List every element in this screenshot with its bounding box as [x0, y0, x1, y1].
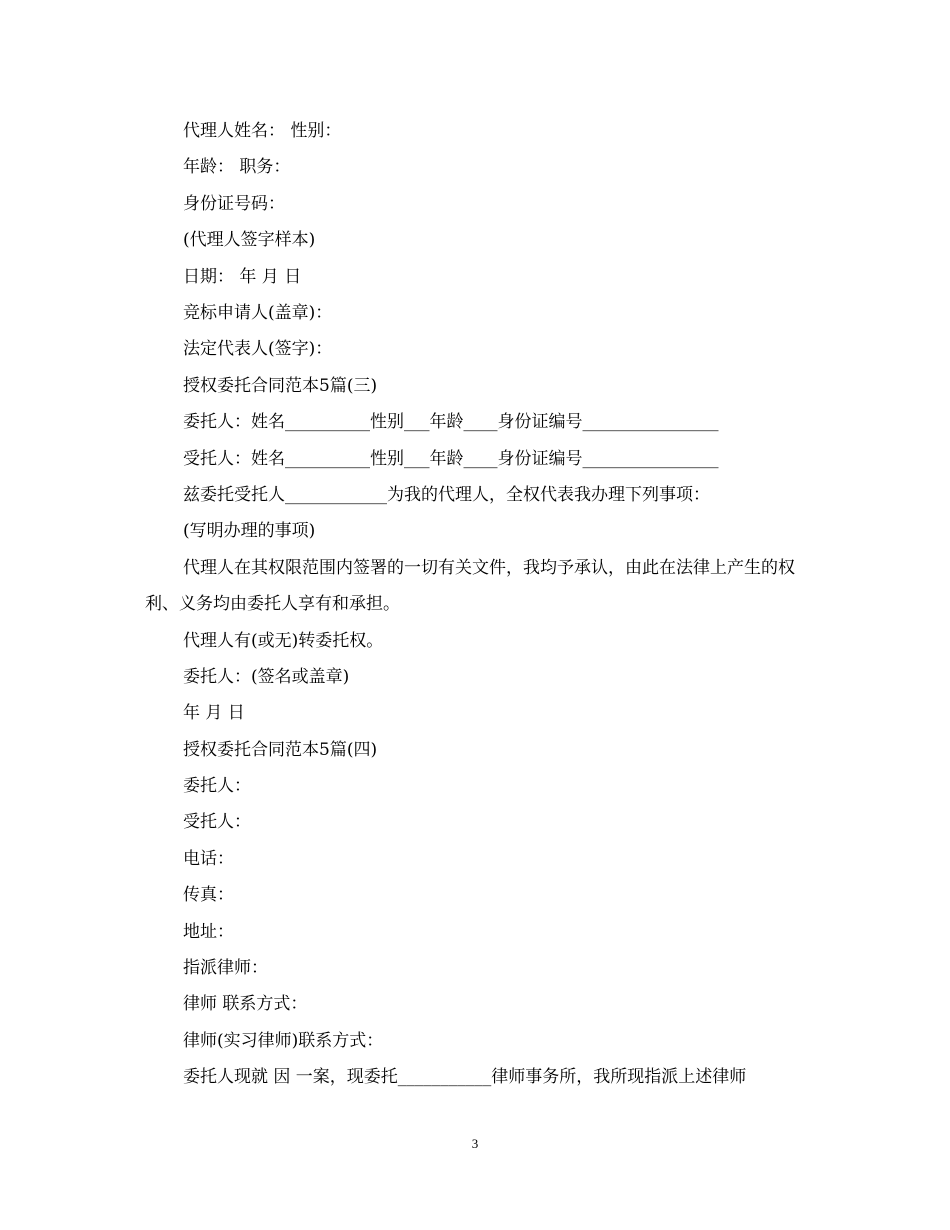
date-line-2: 年 月 日 — [183, 703, 245, 724]
page-number: 3 — [471, 1136, 479, 1151]
trustee-info-line: 受托人：姓名__________性别___年龄____身份证编号________________ — [183, 448, 719, 469]
appointment-line: 兹委托受托人____________为我的代理人，全权代表我办理下列事项： — [183, 484, 710, 505]
trustee-line: 受托人： — [183, 812, 251, 833]
fax-line: 传真： — [183, 885, 234, 906]
legal-representative-line: 法定代表人(签字)： — [183, 339, 333, 360]
assigned-lawyer-line: 指派律师： — [183, 958, 268, 979]
date-line: 日期： 年 月 日 — [183, 266, 302, 287]
matters-line: (写明办理的事项) — [183, 521, 316, 542]
principal-line: 委托人： — [183, 776, 251, 797]
authority-paragraph: 代理人在其权限范围内签署的一切有关文件，我均予承认，由此在法律上产生的权利、义务均由委托人享有和承担。 — [145, 557, 795, 615]
agent-name-gender-line: 代理人姓名： 性别： — [183, 121, 342, 141]
age-position-line: 年龄： 职务： — [183, 157, 291, 178]
signature-sample-line: (代理人签字样本) — [183, 230, 316, 251]
sub-delegation-line: 代理人有(或无)转委托权。 — [183, 630, 384, 651]
section-heading-three: 授权委托合同范本5篇(三) — [183, 375, 378, 396]
principal-info-line: 委托人：姓名__________性别___年龄____身份证编号________________ — [183, 412, 719, 433]
id-number-line: 身份证号码： — [183, 193, 285, 214]
bidder-seal-line: 竞标申请人(盖章)： — [183, 302, 333, 323]
document-body — [145, 113, 805, 1096]
principal-signature-line: 委托人：(签名或盖章) — [183, 666, 350, 687]
phone-line: 电话： — [183, 848, 234, 869]
lawyer-contact-line: 律师 联系方式： — [183, 994, 308, 1015]
case-commission-line: 委托人现就 因 一案，现委托___________律师事务所，我所现指派上述律师 — [183, 1067, 747, 1088]
intern-lawyer-contact-line: 律师(实习律师)联系方式： — [183, 1030, 384, 1051]
section-heading-four: 授权委托合同范本5篇(四) — [183, 739, 378, 760]
address-line: 地址： — [183, 921, 234, 942]
